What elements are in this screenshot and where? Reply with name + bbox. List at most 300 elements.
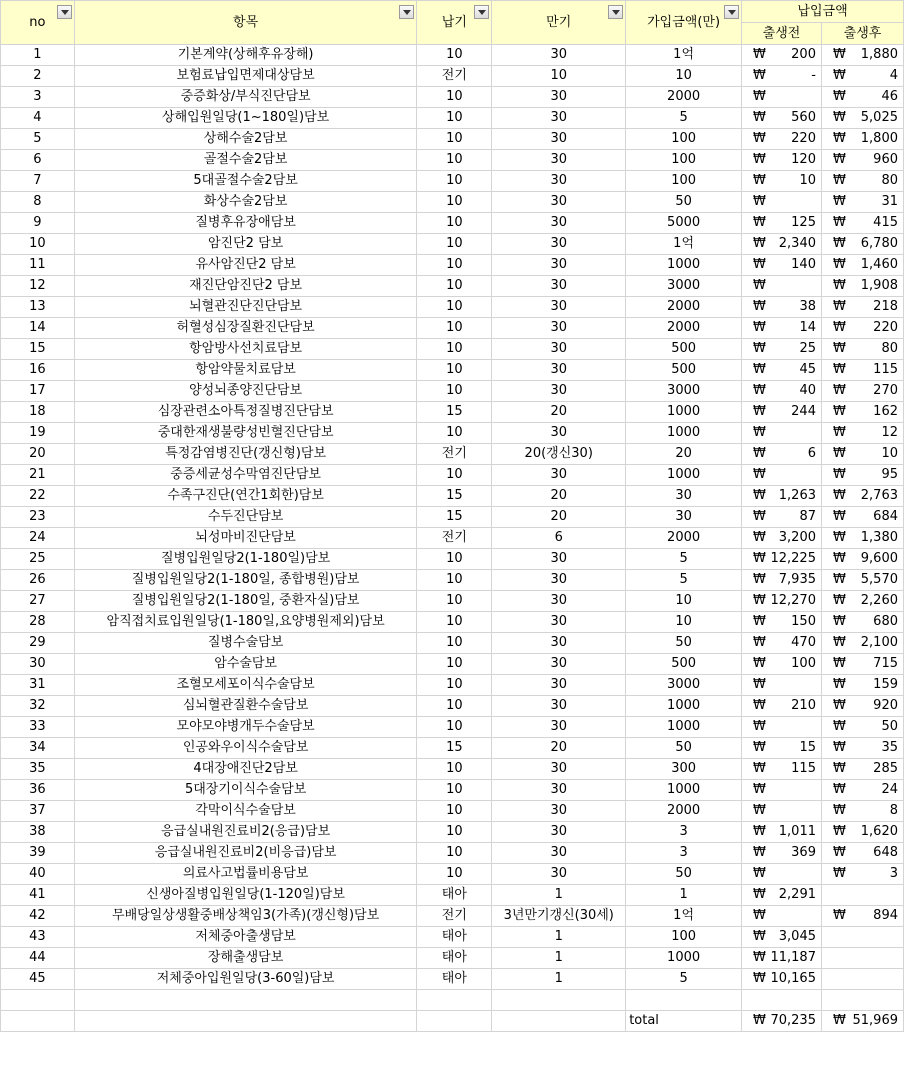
row-maturity-cell[interactable]: 30 (492, 213, 626, 234)
row-item-cell[interactable]: 뇌성마비진단담보 (74, 528, 417, 549)
row-period-cell[interactable]: 태아 (417, 885, 492, 906)
row-maturity-cell[interactable]: 30 (492, 822, 626, 843)
filter-dropdown-maturity-icon[interactable] (608, 5, 623, 19)
row-maturity-cell[interactable]: 30 (492, 864, 626, 885)
row-before-cell[interactable] (742, 633, 822, 654)
row-coverage-cell[interactable]: 300 (626, 759, 742, 780)
row-no-cell[interactable]: 19 (1, 423, 75, 444)
row-after-cell[interactable] (821, 633, 903, 654)
row-coverage-cell[interactable]: 1000 (626, 465, 742, 486)
row-no-cell[interactable]: 33 (1, 717, 75, 738)
row-maturity-cell[interactable]: 30 (492, 759, 626, 780)
row-before-cell[interactable] (742, 234, 822, 255)
row-coverage-cell[interactable]: 100 (626, 927, 742, 948)
row-no-cell[interactable]: 6 (1, 150, 75, 171)
row-before-cell[interactable] (742, 171, 822, 192)
row-period-cell[interactable]: 전기 (417, 528, 492, 549)
row-maturity-cell[interactable]: 1 (492, 927, 626, 948)
row-period-cell[interactable]: 10 (417, 654, 492, 675)
row-after-cell[interactable] (821, 465, 903, 486)
row-coverage-cell[interactable]: 1000 (626, 402, 742, 423)
row-no-cell[interactable]: 39 (1, 843, 75, 864)
row-period-cell[interactable]: 전기 (417, 906, 492, 927)
row-maturity-cell[interactable]: 30 (492, 129, 626, 150)
row-maturity-cell[interactable]: 20 (492, 738, 626, 759)
row-maturity-cell[interactable]: 1 (492, 969, 626, 990)
row-before-cell[interactable] (742, 948, 822, 969)
row-after-cell[interactable] (821, 654, 903, 675)
row-item-cell[interactable]: 수두진단담보 (74, 507, 417, 528)
row-item-cell[interactable]: 심장관련소아특정질병진단담보 (74, 402, 417, 423)
row-maturity-cell[interactable]: 30 (492, 360, 626, 381)
cell[interactable] (1, 1011, 75, 1032)
row-period-cell[interactable]: 10 (417, 591, 492, 612)
row-item-cell[interactable]: 수족구진단(연간1회한)담보 (74, 486, 417, 507)
row-no-cell[interactable]: 45 (1, 969, 75, 990)
row-item-cell[interactable]: 저체중아입원일당(3-60일)담보 (74, 969, 417, 990)
row-before-cell[interactable] (742, 381, 822, 402)
row-no-cell[interactable]: 23 (1, 507, 75, 528)
row-no-cell[interactable]: 4 (1, 108, 75, 129)
row-after-cell[interactable] (821, 339, 903, 360)
row-before-cell[interactable] (742, 108, 822, 129)
filter-dropdown-coverage-icon[interactable] (724, 5, 739, 19)
row-after-cell[interactable] (821, 108, 903, 129)
row-maturity-cell[interactable]: 30 (492, 381, 626, 402)
row-coverage-cell[interactable]: 10 (626, 591, 742, 612)
row-no-cell[interactable]: 18 (1, 402, 75, 423)
row-coverage-cell[interactable]: 5000 (626, 213, 742, 234)
row-maturity-cell[interactable]: 30 (492, 423, 626, 444)
row-before-cell[interactable] (742, 738, 822, 759)
cell[interactable] (74, 1011, 417, 1032)
row-item-cell[interactable]: 심뇌혈관질환수술담보 (74, 696, 417, 717)
row-before-cell[interactable] (742, 801, 822, 822)
row-maturity-cell[interactable]: 3년만기갱신(30세) (492, 906, 626, 927)
row-item-cell[interactable]: 중증세균성수막염진단담보 (74, 465, 417, 486)
row-period-cell[interactable]: 10 (417, 633, 492, 654)
row-coverage-cell[interactable]: 1000 (626, 948, 742, 969)
row-no-cell[interactable]: 1 (1, 45, 75, 66)
row-coverage-cell[interactable]: 500 (626, 360, 742, 381)
row-no-cell[interactable]: 28 (1, 612, 75, 633)
row-no-cell[interactable]: 36 (1, 780, 75, 801)
row-before-cell[interactable] (742, 507, 822, 528)
row-item-cell[interactable]: 암진단2 담보 (74, 234, 417, 255)
row-no-cell[interactable]: 5 (1, 129, 75, 150)
row-maturity-cell[interactable]: 30 (492, 465, 626, 486)
row-before-cell[interactable] (742, 822, 822, 843)
row-maturity-cell[interactable]: 6 (492, 528, 626, 549)
row-no-cell[interactable]: 7 (1, 171, 75, 192)
row-item-cell[interactable]: 질병입원일당2(1-180일, 종합병원)담보 (74, 570, 417, 591)
row-no-cell[interactable]: 32 (1, 696, 75, 717)
row-maturity-cell[interactable]: 30 (492, 801, 626, 822)
row-after-cell[interactable] (821, 486, 903, 507)
row-item-cell[interactable]: 상해입원일당(1~180일)담보 (74, 108, 417, 129)
row-maturity-cell[interactable]: 30 (492, 297, 626, 318)
cell[interactable] (742, 990, 822, 1011)
row-after-cell[interactable] (821, 570, 903, 591)
row-before-cell[interactable] (742, 675, 822, 696)
cell[interactable] (74, 990, 417, 1011)
row-period-cell[interactable]: 15 (417, 402, 492, 423)
row-period-cell[interactable]: 10 (417, 276, 492, 297)
row-maturity-cell[interactable]: 30 (492, 654, 626, 675)
total-label[interactable]: total (626, 1011, 742, 1032)
filter-dropdown-no-icon[interactable] (57, 5, 72, 19)
row-before-cell[interactable] (742, 402, 822, 423)
row-maturity-cell[interactable]: 30 (492, 255, 626, 276)
row-item-cell[interactable]: 질병입원일당2(1-180일)담보 (74, 549, 417, 570)
row-no-cell[interactable]: 27 (1, 591, 75, 612)
row-item-cell[interactable]: 뇌혈관진단진단담보 (74, 297, 417, 318)
row-after-cell[interactable] (821, 297, 903, 318)
row-maturity-cell[interactable]: 30 (492, 780, 626, 801)
row-maturity-cell[interactable]: 30 (492, 276, 626, 297)
row-period-cell[interactable]: 10 (417, 213, 492, 234)
row-maturity-cell[interactable]: 30 (492, 171, 626, 192)
row-after-cell[interactable] (821, 318, 903, 339)
row-item-cell[interactable]: 암직접치료입원일당(1-180일,요양병원제외)담보 (74, 612, 417, 633)
row-coverage-cell[interactable]: 2000 (626, 297, 742, 318)
row-period-cell[interactable]: 10 (417, 150, 492, 171)
row-before-cell[interactable] (742, 549, 822, 570)
row-before-cell[interactable] (742, 192, 822, 213)
row-after-cell[interactable] (821, 213, 903, 234)
row-after-cell[interactable] (821, 906, 903, 927)
row-maturity-cell[interactable]: 30 (492, 717, 626, 738)
row-no-cell[interactable]: 22 (1, 486, 75, 507)
row-item-cell[interactable]: 암수술담보 (74, 654, 417, 675)
row-period-cell[interactable]: 10 (417, 108, 492, 129)
row-after-cell[interactable] (821, 528, 903, 549)
row-before-cell[interactable] (742, 150, 822, 171)
row-period-cell[interactable]: 10 (417, 381, 492, 402)
row-before-cell[interactable] (742, 444, 822, 465)
row-after-cell[interactable] (821, 129, 903, 150)
row-before-cell[interactable] (742, 717, 822, 738)
row-coverage-cell[interactable]: 5 (626, 549, 742, 570)
filter-dropdown-item-icon[interactable] (399, 5, 414, 19)
cell[interactable] (821, 990, 903, 1011)
row-period-cell[interactable]: 전기 (417, 66, 492, 87)
row-before-cell[interactable] (742, 528, 822, 549)
row-maturity-cell[interactable]: 30 (492, 591, 626, 612)
row-period-cell[interactable]: 10 (417, 423, 492, 444)
row-no-cell[interactable]: 35 (1, 759, 75, 780)
total-after-cell[interactable] (821, 1011, 903, 1032)
row-coverage-cell[interactable]: 100 (626, 150, 742, 171)
row-maturity-cell[interactable]: 1 (492, 948, 626, 969)
row-after-cell[interactable] (821, 969, 903, 990)
row-coverage-cell[interactable]: 10 (626, 612, 742, 633)
row-no-cell[interactable]: 16 (1, 360, 75, 381)
row-period-cell[interactable]: 15 (417, 486, 492, 507)
total-before-cell[interactable] (742, 1011, 822, 1032)
row-maturity-cell[interactable]: 30 (492, 549, 626, 570)
row-period-cell[interactable]: 10 (417, 129, 492, 150)
row-no-cell[interactable]: 13 (1, 297, 75, 318)
row-after-cell[interactable] (821, 822, 903, 843)
row-coverage-cell[interactable]: 2000 (626, 801, 742, 822)
row-before-cell[interactable] (742, 87, 822, 108)
row-no-cell[interactable]: 11 (1, 255, 75, 276)
row-period-cell[interactable]: 10 (417, 45, 492, 66)
row-maturity-cell[interactable]: 30 (492, 45, 626, 66)
row-after-cell[interactable] (821, 696, 903, 717)
row-before-cell[interactable] (742, 339, 822, 360)
row-no-cell[interactable]: 3 (1, 87, 75, 108)
row-period-cell[interactable]: 10 (417, 759, 492, 780)
row-item-cell[interactable]: 응급실내원진료비2(응급)담보 (74, 822, 417, 843)
row-before-cell[interactable] (742, 696, 822, 717)
row-period-cell[interactable]: 10 (417, 192, 492, 213)
row-item-cell[interactable]: 무배당일상생활중배상책임3(가족)(갱신형)담보 (74, 906, 417, 927)
row-item-cell[interactable]: 저체중아출생담보 (74, 927, 417, 948)
row-item-cell[interactable]: 신생아질병입원일당(1-120일)담보 (74, 885, 417, 906)
row-after-cell[interactable] (821, 360, 903, 381)
row-before-cell[interactable] (742, 129, 822, 150)
row-coverage-cell[interactable]: 5 (626, 108, 742, 129)
row-item-cell[interactable]: 장해출생담보 (74, 948, 417, 969)
row-before-cell[interactable] (742, 423, 822, 444)
row-coverage-cell[interactable]: 50 (626, 633, 742, 654)
row-period-cell[interactable]: 10 (417, 297, 492, 318)
row-no-cell[interactable]: 38 (1, 822, 75, 843)
row-after-cell[interactable] (821, 801, 903, 822)
row-after-cell[interactable] (821, 381, 903, 402)
row-item-cell[interactable]: 상해수술2담보 (74, 129, 417, 150)
row-after-cell[interactable] (821, 171, 903, 192)
row-maturity-cell[interactable]: 30 (492, 108, 626, 129)
cell[interactable] (417, 1011, 492, 1032)
row-period-cell[interactable]: 10 (417, 801, 492, 822)
row-coverage-cell[interactable]: 1억 (626, 906, 742, 927)
row-before-cell[interactable] (742, 486, 822, 507)
row-period-cell[interactable]: 10 (417, 465, 492, 486)
cell[interactable] (626, 990, 742, 1011)
row-period-cell[interactable]: 태아 (417, 927, 492, 948)
row-no-cell[interactable]: 26 (1, 570, 75, 591)
row-item-cell[interactable]: 재진단암진단2 담보 (74, 276, 417, 297)
row-before-cell[interactable] (742, 213, 822, 234)
row-maturity-cell[interactable]: 30 (492, 696, 626, 717)
row-maturity-cell[interactable]: 20 (492, 402, 626, 423)
row-item-cell[interactable]: 조혈모세포이식수술담보 (74, 675, 417, 696)
row-coverage-cell[interactable]: 500 (626, 339, 742, 360)
row-coverage-cell[interactable]: 50 (626, 192, 742, 213)
row-coverage-cell[interactable]: 1억 (626, 45, 742, 66)
row-item-cell[interactable]: 질병입원일당2(1-180일, 중환자실)담보 (74, 591, 417, 612)
row-no-cell[interactable]: 43 (1, 927, 75, 948)
row-item-cell[interactable]: 5대장기이식수술담보 (74, 780, 417, 801)
row-before-cell[interactable] (742, 906, 822, 927)
row-period-cell[interactable]: 10 (417, 696, 492, 717)
row-maturity-cell[interactable]: 20 (492, 507, 626, 528)
row-period-cell[interactable]: 15 (417, 738, 492, 759)
row-after-cell[interactable] (821, 276, 903, 297)
row-after-cell[interactable] (821, 717, 903, 738)
row-maturity-cell[interactable]: 30 (492, 87, 626, 108)
row-maturity-cell[interactable]: 30 (492, 150, 626, 171)
row-maturity-cell[interactable]: 1 (492, 885, 626, 906)
row-before-cell[interactable] (742, 864, 822, 885)
row-maturity-cell[interactable]: 30 (492, 234, 626, 255)
row-maturity-cell[interactable]: 20 (492, 486, 626, 507)
row-period-cell[interactable]: 10 (417, 339, 492, 360)
row-item-cell[interactable]: 5대골절수술2담보 (74, 171, 417, 192)
row-coverage-cell[interactable]: 1000 (626, 696, 742, 717)
row-maturity-cell[interactable]: 30 (492, 633, 626, 654)
row-no-cell[interactable]: 12 (1, 276, 75, 297)
row-period-cell[interactable]: 태아 (417, 948, 492, 969)
row-coverage-cell[interactable]: 2000 (626, 318, 742, 339)
row-item-cell[interactable]: 양성뇌종양진단담보 (74, 381, 417, 402)
row-item-cell[interactable]: 보험료납입면제대상담보 (74, 66, 417, 87)
row-coverage-cell[interactable]: 1000 (626, 780, 742, 801)
filter-dropdown-payment-period-icon[interactable] (474, 5, 489, 19)
row-period-cell[interactable]: 10 (417, 255, 492, 276)
row-coverage-cell[interactable]: 2000 (626, 528, 742, 549)
row-coverage-cell[interactable]: 500 (626, 654, 742, 675)
row-period-cell[interactable]: 전기 (417, 444, 492, 465)
row-item-cell[interactable]: 의료사고법률비용담보 (74, 864, 417, 885)
row-maturity-cell[interactable]: 30 (492, 339, 626, 360)
row-before-cell[interactable] (742, 318, 822, 339)
row-no-cell[interactable]: 31 (1, 675, 75, 696)
row-coverage-cell[interactable]: 2000 (626, 87, 742, 108)
row-item-cell[interactable]: 화상수술2담보 (74, 192, 417, 213)
row-period-cell[interactable]: 태아 (417, 969, 492, 990)
row-no-cell[interactable]: 40 (1, 864, 75, 885)
row-after-cell[interactable] (821, 738, 903, 759)
row-no-cell[interactable]: 14 (1, 318, 75, 339)
row-coverage-cell[interactable]: 30 (626, 507, 742, 528)
row-period-cell[interactable]: 10 (417, 360, 492, 381)
row-no-cell[interactable]: 17 (1, 381, 75, 402)
row-coverage-cell[interactable]: 1 (626, 885, 742, 906)
row-item-cell[interactable]: 항암방사선치료담보 (74, 339, 417, 360)
row-after-cell[interactable] (821, 759, 903, 780)
row-after-cell[interactable] (821, 234, 903, 255)
cell[interactable] (1, 990, 75, 1011)
row-maturity-cell[interactable]: 30 (492, 675, 626, 696)
row-item-cell[interactable]: 인공와우이식수술담보 (74, 738, 417, 759)
row-no-cell[interactable]: 2 (1, 66, 75, 87)
row-after-cell[interactable] (821, 864, 903, 885)
row-after-cell[interactable] (821, 927, 903, 948)
row-before-cell[interactable] (742, 570, 822, 591)
row-maturity-cell[interactable]: 30 (492, 612, 626, 633)
row-item-cell[interactable]: 4대장애진단2담보 (74, 759, 417, 780)
cell[interactable] (492, 1011, 626, 1032)
row-before-cell[interactable] (742, 612, 822, 633)
row-maturity-cell[interactable]: 30 (492, 318, 626, 339)
row-maturity-cell[interactable]: 10 (492, 66, 626, 87)
row-period-cell[interactable]: 10 (417, 843, 492, 864)
row-coverage-cell[interactable]: 50 (626, 864, 742, 885)
row-before-cell[interactable] (742, 66, 822, 87)
row-period-cell[interactable]: 10 (417, 87, 492, 108)
row-item-cell[interactable]: 모야모야병개두수술담보 (74, 717, 417, 738)
row-no-cell[interactable]: 37 (1, 801, 75, 822)
row-no-cell[interactable]: 30 (1, 654, 75, 675)
row-coverage-cell[interactable]: 100 (626, 129, 742, 150)
row-no-cell[interactable]: 9 (1, 213, 75, 234)
row-item-cell[interactable]: 유사암진단2 담보 (74, 255, 417, 276)
row-before-cell[interactable] (742, 780, 822, 801)
row-period-cell[interactable]: 10 (417, 822, 492, 843)
row-item-cell[interactable]: 중증화상/부식진단담보 (74, 87, 417, 108)
row-after-cell[interactable] (821, 87, 903, 108)
cell[interactable] (417, 990, 492, 1011)
row-coverage-cell[interactable]: 1억 (626, 234, 742, 255)
row-period-cell[interactable]: 10 (417, 570, 492, 591)
row-coverage-cell[interactable]: 30 (626, 486, 742, 507)
row-item-cell[interactable]: 골절수술2담보 (74, 150, 417, 171)
row-item-cell[interactable]: 중대한재생불량성빈혈진단담보 (74, 423, 417, 444)
row-coverage-cell[interactable]: 3000 (626, 381, 742, 402)
row-no-cell[interactable]: 15 (1, 339, 75, 360)
row-after-cell[interactable] (821, 885, 903, 906)
row-coverage-cell[interactable]: 100 (626, 171, 742, 192)
row-no-cell[interactable]: 8 (1, 192, 75, 213)
row-after-cell[interactable] (821, 423, 903, 444)
row-before-cell[interactable] (742, 360, 822, 381)
row-coverage-cell[interactable]: 20 (626, 444, 742, 465)
row-item-cell[interactable]: 기본계약(상해후유장해) (74, 45, 417, 66)
row-maturity-cell[interactable]: 30 (492, 570, 626, 591)
row-period-cell[interactable]: 10 (417, 675, 492, 696)
row-maturity-cell[interactable]: 30 (492, 843, 626, 864)
row-period-cell[interactable]: 15 (417, 507, 492, 528)
row-coverage-cell[interactable]: 5 (626, 969, 742, 990)
row-after-cell[interactable] (821, 549, 903, 570)
row-coverage-cell[interactable]: 1000 (626, 255, 742, 276)
row-period-cell[interactable]: 10 (417, 318, 492, 339)
row-no-cell[interactable]: 29 (1, 633, 75, 654)
row-period-cell[interactable]: 10 (417, 171, 492, 192)
row-period-cell[interactable]: 10 (417, 717, 492, 738)
row-after-cell[interactable] (821, 192, 903, 213)
row-no-cell[interactable]: 41 (1, 885, 75, 906)
row-no-cell[interactable]: 10 (1, 234, 75, 255)
row-no-cell[interactable]: 20 (1, 444, 75, 465)
row-item-cell[interactable]: 질병수술담보 (74, 633, 417, 654)
row-before-cell[interactable] (742, 276, 822, 297)
row-before-cell[interactable] (742, 297, 822, 318)
row-before-cell[interactable] (742, 591, 822, 612)
cell[interactable] (492, 990, 626, 1011)
row-after-cell[interactable] (821, 591, 903, 612)
row-maturity-cell[interactable]: 30 (492, 192, 626, 213)
row-period-cell[interactable]: 10 (417, 234, 492, 255)
row-coverage-cell[interactable]: 3000 (626, 276, 742, 297)
row-before-cell[interactable] (742, 759, 822, 780)
row-after-cell[interactable] (821, 507, 903, 528)
row-coverage-cell[interactable]: 3 (626, 843, 742, 864)
row-no-cell[interactable]: 34 (1, 738, 75, 759)
row-after-cell[interactable] (821, 444, 903, 465)
row-item-cell[interactable]: 허혈성심장질환진단담보 (74, 318, 417, 339)
row-after-cell[interactable] (821, 948, 903, 969)
row-item-cell[interactable]: 항암약물치료담보 (74, 360, 417, 381)
row-no-cell[interactable]: 24 (1, 528, 75, 549)
row-period-cell[interactable]: 10 (417, 612, 492, 633)
row-coverage-cell[interactable]: 5 (626, 570, 742, 591)
row-after-cell[interactable] (821, 843, 903, 864)
